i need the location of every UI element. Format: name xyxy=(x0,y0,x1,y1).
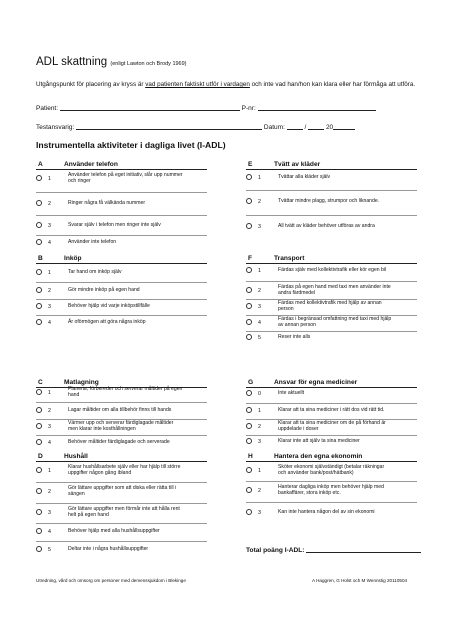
option-text: Planerar, förbereder och serverar måltider på egen hand xyxy=(68,385,183,399)
option-score: 3 xyxy=(48,510,51,516)
option-score: 4 xyxy=(48,440,51,446)
radio-circle-icon[interactable] xyxy=(36,239,42,245)
radio-circle-icon[interactable] xyxy=(246,303,252,309)
option-text: Färdas i begränsad omfattning med taxi med hjälp av annan person xyxy=(278,315,392,329)
radio-circle-icon[interactable] xyxy=(36,488,42,494)
intro-underlined: vad patienten faktiskt utför i vardagen xyxy=(145,81,250,88)
total-score-row xyxy=(246,546,421,554)
option-text: Inte aktuellt xyxy=(278,390,305,396)
option-score: 2 xyxy=(258,199,261,205)
section-letter: F xyxy=(248,255,253,262)
section-name: Använder telefon xyxy=(64,161,118,168)
option-text: Deltar inte i några hushållsuppgifter xyxy=(68,546,149,552)
radio-circle-icon[interactable] xyxy=(246,487,252,493)
option-score: 1 xyxy=(258,175,261,181)
pnr-label: P-nr: xyxy=(241,105,256,112)
option-text: Färdas själv med kollektivtrafik eller kör egen bil xyxy=(278,267,387,273)
option-score: 3 xyxy=(258,510,261,516)
section-letter: A xyxy=(38,161,43,168)
option-text: Tar hand om inköp själv xyxy=(68,269,122,275)
option-score: 0 xyxy=(258,391,261,397)
option-score: 2 xyxy=(258,288,261,294)
option-text: Behöver hjälp med alla hushållsuppgifter xyxy=(68,528,160,534)
pnr-field[interactable] xyxy=(258,104,376,111)
option-divider xyxy=(36,235,207,236)
form-subtitle: (enligt Lawton och Brody 1969) xyxy=(110,61,187,67)
section-header-h xyxy=(246,452,417,462)
option-text: All tvätt av kläder behöver utföras av andra xyxy=(278,223,375,229)
option-divider xyxy=(36,215,207,216)
option-text: Gör lättare uppgifter men förmår inte att hålla rent helt på egen hand xyxy=(68,505,180,519)
testansvarig-row xyxy=(36,123,355,131)
total-score-field[interactable] xyxy=(306,546,421,553)
radio-circle-icon[interactable] xyxy=(246,223,252,229)
section-header-g xyxy=(246,378,417,388)
radio-circle-icon[interactable] xyxy=(246,287,252,293)
option-score: 5 xyxy=(48,547,51,553)
section-letter: B xyxy=(38,255,43,262)
radio-circle-icon[interactable] xyxy=(246,438,252,444)
option-text: Använder inte telefon xyxy=(68,239,117,245)
option-text: Använder telefon på eget initiativ, slår upp nummer och ringer xyxy=(68,171,183,185)
option-divider xyxy=(36,282,207,283)
section-name: Ansvar för egna mediciner xyxy=(274,379,358,386)
option-score: 1 xyxy=(48,176,51,182)
option-score: 4 xyxy=(48,529,51,535)
date-year-field[interactable] xyxy=(333,123,355,130)
option-text: Behöver måltider färdiglagade och serverade xyxy=(68,439,170,445)
radio-circle-icon[interactable] xyxy=(36,423,42,429)
option-score: 1 xyxy=(258,268,261,274)
option-score: 5 xyxy=(258,335,261,341)
radio-circle-icon[interactable] xyxy=(36,467,42,473)
option-divider xyxy=(36,503,207,504)
option-score: 3 xyxy=(258,304,261,310)
radio-circle-icon[interactable] xyxy=(36,303,42,309)
option-text: Klarar att ta sina mediciner om de på förhand är uppdelade i doser xyxy=(278,419,386,433)
date-separator: / xyxy=(304,124,307,131)
option-score: 2 xyxy=(48,288,51,294)
option-score: 3 xyxy=(258,439,261,445)
section-letter: E xyxy=(248,161,253,168)
option-text: Reser inte alls xyxy=(278,334,311,340)
date-month-field[interactable] xyxy=(308,123,324,130)
option-score: 3 xyxy=(48,304,51,310)
section-name: Tvätt av kläder xyxy=(274,161,321,168)
testansvarig-field[interactable] xyxy=(76,123,262,130)
year-prefix: 20 xyxy=(325,124,334,131)
radio-circle-icon[interactable] xyxy=(246,319,252,325)
option-score: 1 xyxy=(48,390,51,396)
section-name: Matlagning xyxy=(64,379,99,386)
option-score: 2 xyxy=(258,488,261,494)
radio-circle-icon[interactable] xyxy=(246,467,252,473)
option-score: 2 xyxy=(258,424,261,430)
option-text: Är oförmögen att göra några inköp xyxy=(68,319,146,325)
radio-circle-icon[interactable] xyxy=(36,287,42,293)
section-letter: C xyxy=(38,379,43,386)
option-divider xyxy=(36,482,207,483)
radio-circle-icon[interactable] xyxy=(36,509,42,515)
radio-circle-icon[interactable] xyxy=(246,334,252,340)
option-divider xyxy=(246,502,417,503)
option-divider xyxy=(36,523,207,524)
date-day-field[interactable] xyxy=(287,123,303,130)
option-divider xyxy=(36,541,207,542)
option-score: 2 xyxy=(48,489,51,495)
radio-circle-icon[interactable] xyxy=(36,546,42,552)
option-divider xyxy=(246,331,417,332)
instructions-text xyxy=(36,80,416,89)
radio-circle-icon[interactable] xyxy=(246,423,252,429)
option-score: 2 xyxy=(48,201,51,207)
option-text: Hanterar dagliga inköp men behöver hjälp med bankaffärer, stora inköp etc. xyxy=(278,483,384,497)
option-text: Ringer några få välkända nummer xyxy=(68,200,146,206)
section-letter: H xyxy=(248,453,253,460)
option-text: Tvättar alla kläder själv xyxy=(278,174,331,180)
option-score: 3 xyxy=(48,223,51,229)
option-divider xyxy=(36,315,207,316)
option-text: Behöver hjälp vid varje inköpstillfälle xyxy=(68,303,150,309)
testansvarig-label: Testansvarig: xyxy=(36,124,75,131)
patient-name-field[interactable] xyxy=(60,104,240,111)
radio-circle-icon[interactable] xyxy=(36,389,42,395)
option-text: Gör lättare uppgifter som att diska eller rätta till i sängen xyxy=(68,484,177,498)
option-text: Lagar måltider om alla tillbehör finns till hands xyxy=(68,407,172,413)
section-letter: G xyxy=(248,379,254,386)
option-score: 3 xyxy=(258,224,261,230)
option-text: Färdas på egen hand med taxi men använder inte andra färdmedel xyxy=(278,283,391,297)
option-text: Svarar själv i telefon men ringer inte själv xyxy=(68,222,161,228)
radio-circle-icon[interactable] xyxy=(36,175,42,181)
section-letter: D xyxy=(38,453,43,460)
option-score: 4 xyxy=(48,320,51,326)
total-label: Total poäng I-ADL: xyxy=(246,547,305,554)
option-score: 1 xyxy=(258,468,261,474)
radio-circle-icon[interactable] xyxy=(246,198,252,204)
radio-circle-icon[interactable] xyxy=(246,390,252,396)
section-header-b xyxy=(36,254,207,264)
option-divider xyxy=(246,190,417,191)
section-heading: Instrumentella aktiviteter i dagliga livet (I-ADL) xyxy=(36,140,226,150)
option-text: Klarar inte att själv ta sina mediciner xyxy=(278,438,360,444)
datum-label: Datum: xyxy=(263,124,285,131)
section-header-f xyxy=(246,254,417,264)
option-text: Kan inte hantera någon del av sin ekonomi xyxy=(278,509,375,515)
radio-circle-icon[interactable] xyxy=(36,319,42,325)
option-text: Klarar hushållsarbete själv eller har hjälp till större uppgifter någon gång ibland xyxy=(68,463,181,477)
radio-circle-icon[interactable] xyxy=(36,200,42,206)
intro-part-2: och inte vad han/hon kan klara eller har förmåga att utföra. xyxy=(249,81,416,88)
option-text: Gör mindre inköp på egen hand xyxy=(68,287,140,293)
patient-label: Patient: xyxy=(36,105,59,112)
section-header-e xyxy=(246,160,417,170)
radio-circle-icon[interactable] xyxy=(246,174,252,180)
form-title xyxy=(36,56,187,68)
option-score: 2 xyxy=(48,408,51,414)
option-divider xyxy=(246,403,417,404)
footer-right: A Haggren, G Holst och M Wennstig 20110504 xyxy=(312,578,408,583)
radio-circle-icon[interactable] xyxy=(36,528,42,534)
radio-circle-icon[interactable] xyxy=(246,509,252,515)
option-text: Tvättar mindre plagg, strumpor och liknande. xyxy=(278,198,380,204)
option-score: 4 xyxy=(258,320,261,326)
option-text: Färdas med kollektivtrafik med hjälp av annan person xyxy=(278,299,382,313)
option-text: Sköter ekonomi självständigt (betalar räkningar och använder bank/post/hätbank) xyxy=(278,463,385,477)
radio-circle-icon[interactable] xyxy=(36,269,42,275)
option-divider xyxy=(246,281,417,282)
section-name: Inköp xyxy=(64,255,82,262)
option-divider xyxy=(36,435,207,436)
patient-row xyxy=(36,104,376,112)
option-score: 3 xyxy=(48,424,51,430)
radio-circle-icon[interactable] xyxy=(36,407,42,413)
section-header-a xyxy=(36,160,207,170)
option-divider xyxy=(36,402,207,403)
radio-circle-icon[interactable] xyxy=(36,222,42,228)
radio-circle-icon[interactable] xyxy=(246,267,252,273)
option-text: Värmer upp och serverar färdiglagade måltider men klarar inte kosthållningen xyxy=(68,419,174,433)
section-name: Transport xyxy=(274,255,305,262)
section-name: Hantera den egna ekonomin xyxy=(274,453,363,460)
section-name: Hushåll xyxy=(64,453,88,460)
option-divider xyxy=(36,192,207,193)
option-score: 1 xyxy=(258,408,261,414)
radio-circle-icon[interactable] xyxy=(36,439,42,445)
section-header-d xyxy=(36,452,207,462)
option-score: 4 xyxy=(48,240,51,246)
option-score: 1 xyxy=(48,270,51,276)
radio-circle-icon[interactable] xyxy=(246,407,252,413)
option-divider xyxy=(36,299,207,300)
option-score: 1 xyxy=(48,468,51,474)
option-divider xyxy=(246,435,417,436)
intro-part-1: Utgångspunkt för placering av kryss är xyxy=(36,81,146,88)
footer-left: Utredning, vård och omsorg om personer med demenssjukdom i Blekinge xyxy=(36,578,186,583)
option-divider xyxy=(246,481,417,482)
option-divider xyxy=(246,215,417,216)
form-title-text: ADL skattning xyxy=(36,56,108,68)
option-text: Klarar att ta sina mediciner i rätt dos vid rätt tid. xyxy=(278,407,385,413)
